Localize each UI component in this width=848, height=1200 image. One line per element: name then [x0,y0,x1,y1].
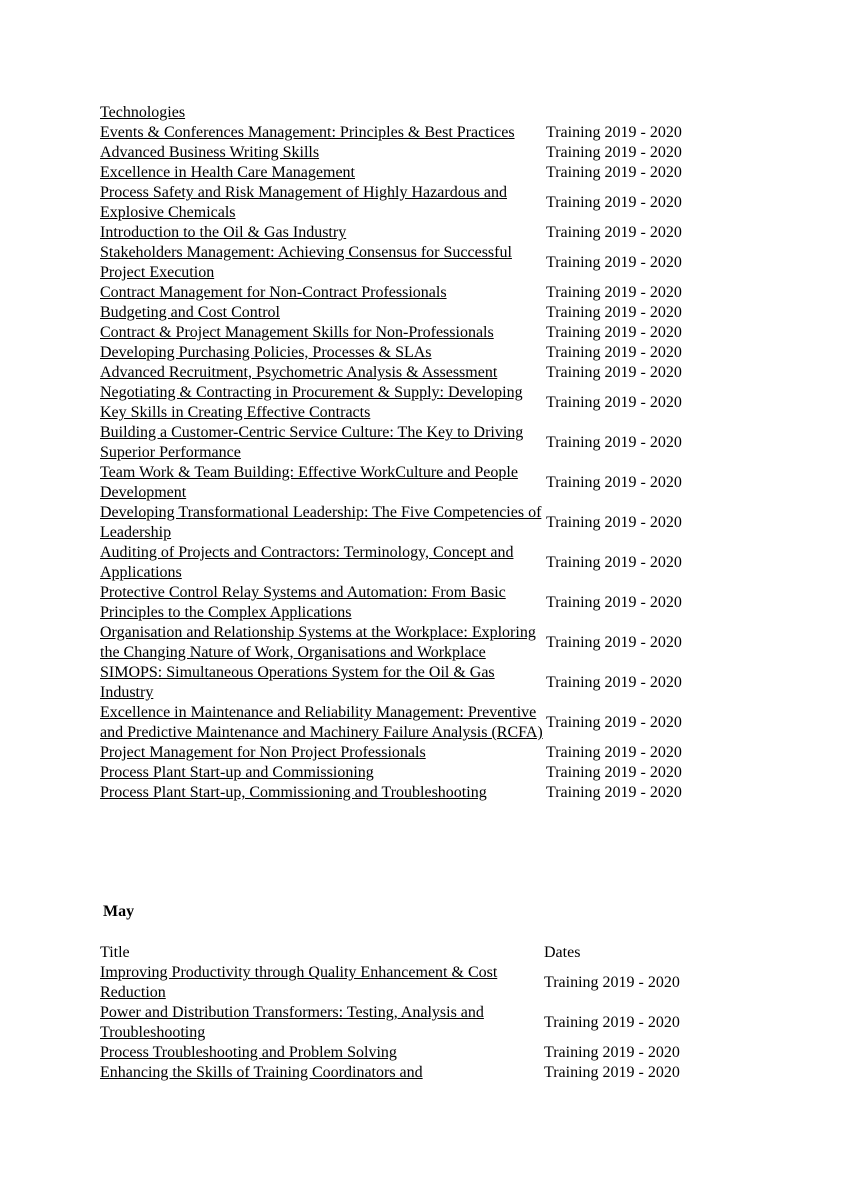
table-row [100,123,700,143]
course-dates: Training 2019 - 2020 [546,784,682,801]
column-header-dates: Dates [544,944,581,961]
table-header-row [100,943,700,963]
course-link[interactable]: Process Troubleshooting and Problem Solving [100,1044,397,1061]
course-link[interactable]: Process Plant Start-up and Commissioning [100,764,374,781]
table-row [100,703,700,743]
table-row [100,343,700,363]
table-row [100,183,700,223]
course-dates: Training 2019 - 2020 [544,1044,680,1061]
table-row [100,1003,700,1043]
course-link[interactable]: Enhancing the Skills of Training Coordinators and [100,1064,423,1081]
course-dates: Training 2019 - 2020 [546,554,682,571]
course-link[interactable]: Introduction to the Oil & Gas Industry [100,224,347,241]
course-link[interactable]: Excellence in Maintenance and Reliability Management: Preventive and Predictive Maintenance and Machinery Failure Analysis (RCFA) [100,704,543,741]
course-dates: Training 2019 - 2020 [546,764,682,781]
course-dates: Training 2019 - 2020 [546,224,682,241]
table-row [100,303,700,323]
course-dates: Training 2019 - 2020 [546,164,682,181]
table-row [100,763,700,783]
course-link[interactable]: Stakeholders Management: Achieving Consensus for Successful Project Execution [100,244,512,281]
course-link[interactable]: Contract Management for Non-Contract Professionals [100,284,447,301]
course-link[interactable]: Power and Distribution Transformers: Testing, Analysis and Troubleshooting [100,1004,484,1041]
table-row [100,743,700,763]
course-link[interactable]: Advanced Business Writing Skills [100,144,320,161]
course-dates: Training 2019 - 2020 [546,284,682,301]
course-link[interactable]: Developing Transformational Leadership: The Five Competencies of Leadership [100,504,542,541]
course-link[interactable]: Negotiating & Contracting in Procurement & Supply: Developing Key Skills in Creating Effective Contracts [100,384,523,421]
table-row [100,1063,700,1083]
table-row [100,1043,700,1063]
course-dates: Training 2019 - 2020 [544,974,680,991]
course-link[interactable]: Protective Control Relay Systems and Automation: From Basic Principles to the Complex Applications [100,584,506,621]
course-dates: Training 2019 - 2020 [546,144,682,161]
course-link[interactable]: Budgeting and Cost Control [100,304,280,321]
course-link[interactable]: Process Safety and Risk Management of Highly Hazardous and Explosive Chemicals [100,184,508,221]
course-link[interactable]: Organisation and Relationship Systems at the Workplace: Exploring the Changing Nature of Work, Organisations and Workplace [100,624,536,661]
course-link[interactable]: Technologies [100,104,186,121]
course-link[interactable]: Project Management for Non Project Professionals [100,744,426,761]
course-link[interactable]: Developing Purchasing Policies, Processes & SLAs [100,344,432,361]
course-link[interactable]: Process Plant Start-up, Commissioning and Troubleshooting [100,784,487,801]
course-dates: Training 2019 - 2020 [546,594,682,611]
course-dates: Training 2019 - 2020 [546,514,682,531]
table-row [100,103,700,123]
course-dates: Training 2019 - 2020 [544,1014,680,1031]
course-table-may [100,943,700,1083]
table-row [100,143,700,163]
table-row [100,163,700,183]
column-header-title: Title [100,944,130,961]
table-row [100,383,700,423]
course-dates: Training 2019 - 2020 [546,634,682,651]
table-row [100,243,700,283]
course-dates: Training 2019 - 2020 [546,194,682,211]
table-row [100,963,700,1003]
course-dates: Training 2019 - 2020 [546,304,682,321]
course-dates: Training 2019 - 2020 [546,124,682,141]
table-row [100,623,700,663]
course-dates: Training 2019 - 2020 [546,714,682,731]
table-row [100,423,700,463]
course-link[interactable]: Building a Customer-Centric Service Culture: The Key to Driving Superior Performance [100,424,524,461]
course-link[interactable]: Excellence in Health Care Management [100,164,355,181]
table-row [100,503,700,543]
course-dates: Training 2019 - 2020 [544,1064,680,1081]
course-link[interactable]: SIMOPS: Simultaneous Operations System for the Oil & Gas Industry [100,664,495,701]
course-link[interactable]: Events & Conferences Management: Principles & Best Practices [100,124,515,141]
course-link[interactable]: Team Work & Team Building: Effective WorkCulture and People Development [100,464,518,501]
course-dates: Training 2019 - 2020 [546,254,682,271]
table-row [100,283,700,303]
table-row [100,583,700,623]
course-dates: Training 2019 - 2020 [546,434,682,451]
course-dates: Training 2019 - 2020 [546,324,682,341]
table-row [100,223,700,243]
course-dates: Training 2019 - 2020 [546,394,682,411]
course-dates: Training 2019 - 2020 [546,674,682,691]
course-dates: Training 2019 - 2020 [546,344,682,361]
table-row [100,363,700,383]
course-dates: Training 2019 - 2020 [546,364,682,381]
course-link[interactable]: Advanced Recruitment, Psychometric Analysis & Assessment [100,364,498,381]
table-row [100,323,700,343]
course-dates: Training 2019 - 2020 [546,474,682,491]
month-heading: May [103,903,135,920]
table-row [100,543,700,583]
course-link[interactable]: Improving Productivity through Quality Enhancement & Cost Reduction [100,964,498,1001]
course-table-continued [100,103,700,803]
table-row [100,783,700,803]
table-row [100,463,700,503]
course-dates: Training 2019 - 2020 [546,744,682,761]
course-link[interactable]: Contract & Project Management Skills for Non-Professionals [100,324,494,341]
table-row [100,663,700,703]
course-link[interactable]: Auditing of Projects and Contractors: Terminology, Concept and Applications [100,544,514,581]
